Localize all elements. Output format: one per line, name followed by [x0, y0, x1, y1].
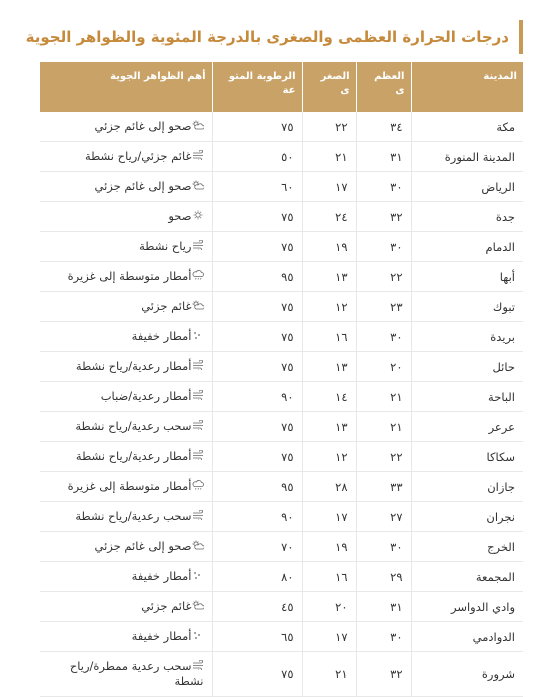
cell-min: ١٦	[302, 322, 356, 352]
cell-city: المجمعة	[411, 562, 523, 592]
cell-city: الباحة	[411, 382, 523, 412]
cell-max: ٣٢	[356, 652, 411, 697]
weather-text: غائم جزئي	[141, 299, 192, 313]
cell-humidity: ٧٥	[212, 292, 302, 322]
wind-icon	[192, 390, 204, 400]
sun-cloud-icon	[192, 300, 204, 310]
cell-min: ١٩	[302, 232, 356, 262]
wind-icon	[192, 420, 204, 430]
cell-city: عرعر	[411, 412, 523, 442]
cell-humidity: ٧٥	[212, 442, 302, 472]
cell-city: الرياض	[411, 172, 523, 202]
header-max: العظم ى	[356, 62, 411, 112]
cell-max: ٣٠	[356, 532, 411, 562]
cell-city: بريدة	[411, 322, 523, 352]
cell-weather	[40, 112, 212, 142]
weather-text: أمطار خفيفة	[131, 629, 192, 643]
cell-weather	[40, 172, 212, 202]
table-row	[40, 652, 523, 697]
cell-min: ١٢	[302, 292, 356, 322]
table-row	[40, 112, 523, 142]
drizzle-icon	[192, 330, 204, 340]
cell-weather	[40, 472, 212, 502]
header-humidity: الرطوبة المتو عة	[212, 62, 302, 112]
table-row	[40, 562, 523, 592]
cell-humidity: ٧٥	[212, 322, 302, 352]
cell-max: ٣١	[356, 592, 411, 622]
cell-max: ٢٣	[356, 292, 411, 322]
cell-humidity: ٩٠	[212, 382, 302, 412]
cell-min: ١٧	[302, 622, 356, 652]
table-row	[40, 262, 523, 292]
wind-icon	[192, 510, 204, 520]
cell-humidity: ٧٥	[212, 412, 302, 442]
cell-weather	[40, 292, 212, 322]
cell-city: أبها	[411, 262, 523, 292]
cell-min: ١٧	[302, 172, 356, 202]
cell-max: ٣٠	[356, 322, 411, 352]
cell-city: تبوك	[411, 292, 523, 322]
table-row	[40, 382, 523, 412]
cell-weather	[40, 202, 212, 232]
weather-text: أمطار خفيفة	[131, 569, 192, 583]
table-body	[40, 112, 523, 697]
weather-text: سحب رعدية/رياح نشطة	[75, 509, 192, 523]
cell-humidity: ٦٠	[212, 172, 302, 202]
cell-max: ٢٢	[356, 262, 411, 292]
cell-humidity: ٧٥	[212, 652, 302, 697]
cell-max: ٣٢	[356, 202, 411, 232]
cell-weather	[40, 562, 212, 592]
cell-min: ١٩	[302, 532, 356, 562]
cell-humidity: ٤٥	[212, 592, 302, 622]
cell-humidity: ٦٥	[212, 622, 302, 652]
cell-weather	[40, 232, 212, 262]
cell-weather	[40, 262, 212, 292]
cell-max: ٢٩	[356, 562, 411, 592]
cell-min: ١٣	[302, 352, 356, 382]
cell-min: ١٧	[302, 502, 356, 532]
table-row	[40, 352, 523, 382]
cell-max: ٢١	[356, 382, 411, 412]
cell-humidity: ٧٥	[212, 112, 302, 142]
cell-humidity: ٧٥	[212, 202, 302, 232]
cell-min: ١٣	[302, 412, 356, 442]
weather-text: صحو إلى غائم جزئي	[94, 179, 192, 193]
table-row	[40, 172, 523, 202]
cell-city: مكة	[411, 112, 523, 142]
cell-weather	[40, 382, 212, 412]
table-row	[40, 442, 523, 472]
cell-min: ١٢	[302, 442, 356, 472]
table-row	[40, 472, 523, 502]
weather-text: أمطار رعدية/ضباب	[100, 389, 192, 403]
weather-text: صحو إلى غائم جزئي	[94, 119, 192, 133]
cell-humidity: ٥٠	[212, 142, 302, 172]
table-row	[40, 202, 523, 232]
table-row	[40, 532, 523, 562]
header-min: الصغر ى	[302, 62, 356, 112]
wind-icon	[192, 660, 204, 670]
cell-city: الخرج	[411, 532, 523, 562]
cell-min: ٢١	[302, 142, 356, 172]
sun-icon	[192, 210, 204, 220]
sun-cloud-icon	[192, 540, 204, 550]
cell-min: ٢١	[302, 652, 356, 697]
rain-cloud-icon	[192, 270, 204, 280]
wind-icon	[192, 360, 204, 370]
weather-text: سحب رعدية ممطرة/رياح نشطة	[69, 659, 204, 688]
table-row	[40, 412, 523, 442]
cell-city: نجران	[411, 502, 523, 532]
cell-max: ٢٢	[356, 442, 411, 472]
wind-icon	[192, 450, 204, 460]
cell-city: جازان	[411, 472, 523, 502]
cell-max: ٣٠	[356, 172, 411, 202]
weather-text: أمطار رعدية/رياح نشطة	[75, 449, 192, 463]
cell-max: ٢٧	[356, 502, 411, 532]
cell-humidity: ٩٠	[212, 502, 302, 532]
cell-max: ٢٠	[356, 352, 411, 382]
cell-min: ٢٨	[302, 472, 356, 502]
table-row	[40, 622, 523, 652]
weather-text: أمطار خفيفة	[131, 329, 192, 343]
cell-weather	[40, 532, 212, 562]
title-bar	[25, 20, 523, 54]
cell-min: ١٣	[302, 262, 356, 292]
cell-weather	[40, 142, 212, 172]
sun-cloud-icon	[192, 180, 204, 190]
cell-weather	[40, 322, 212, 352]
cell-min: ٢٤	[302, 202, 356, 232]
cell-weather	[40, 592, 212, 622]
cell-min: ١٦	[302, 562, 356, 592]
weather-text: صحو إلى غائم جزئي	[94, 539, 192, 553]
table-row	[40, 292, 523, 322]
weather-text: سحب رعدية/رياح نشطة	[75, 419, 192, 433]
weather-text: أمطار رعدية/رياح نشطة	[75, 359, 192, 373]
cell-weather	[40, 442, 212, 472]
cell-weather	[40, 622, 212, 652]
cell-humidity: ٩٥	[212, 472, 302, 502]
cell-city: جدة	[411, 202, 523, 232]
cell-weather	[40, 412, 212, 442]
drizzle-icon	[192, 570, 204, 580]
header-weather: أهم الظواهر الجوية	[40, 62, 212, 112]
cell-city: شرورة	[411, 652, 523, 697]
cell-humidity: ٩٥	[212, 262, 302, 292]
cell-max: ٣٤	[356, 112, 411, 142]
table-row	[40, 142, 523, 172]
weather-text: أمطار متوسطة إلى غزيرة	[67, 479, 192, 493]
cell-weather	[40, 502, 212, 532]
cell-max: ٣٣	[356, 472, 411, 502]
weather-table	[40, 62, 523, 697]
weather-text: صحو	[168, 209, 192, 223]
cell-humidity: ٧٠	[212, 532, 302, 562]
cell-max: ٢١	[356, 412, 411, 442]
cell-max: ٣٠	[356, 622, 411, 652]
cell-city: سكاكا	[411, 442, 523, 472]
rain-cloud-icon	[192, 480, 204, 490]
cell-city: المدينة المنورة	[411, 142, 523, 172]
cell-weather	[40, 652, 212, 697]
table-row	[40, 232, 523, 262]
table-row	[40, 322, 523, 352]
cell-max: ٣٠	[356, 232, 411, 262]
drizzle-icon	[192, 630, 204, 640]
cell-min: ١٤	[302, 382, 356, 412]
cell-humidity: ٧٥	[212, 352, 302, 382]
cell-min: ٢٠	[302, 592, 356, 622]
table-header-row	[40, 62, 523, 112]
sun-cloud-icon	[192, 120, 204, 130]
weather-text: أمطار متوسطة إلى غزيرة	[67, 269, 192, 283]
cell-city: الدمام	[411, 232, 523, 262]
cell-min: ٢٢	[302, 112, 356, 142]
weather-text: غائم جزئي	[141, 599, 192, 613]
table-row	[40, 592, 523, 622]
table-row	[40, 502, 523, 532]
header-city: المدينة	[411, 62, 523, 112]
cell-city: وادي الدواسر	[411, 592, 523, 622]
weather-text: رياح نشطة	[139, 239, 192, 253]
sun-cloud-icon	[192, 600, 204, 610]
cell-city: الدوادمي	[411, 622, 523, 652]
wind-icon	[192, 240, 204, 250]
weather-text: غائم جزئي/رياح نشطة	[84, 149, 192, 163]
cell-humidity: ٧٥	[212, 232, 302, 262]
cell-weather	[40, 352, 212, 382]
wind-icon	[192, 150, 204, 160]
cell-city: حائل	[411, 352, 523, 382]
cell-humidity: ٨٠	[212, 562, 302, 592]
page-title: درجات الحرارة العظمى والصغرى بالدرجة المئوية والظواهر الجوية	[25, 28, 509, 46]
cell-max: ٣١	[356, 142, 411, 172]
